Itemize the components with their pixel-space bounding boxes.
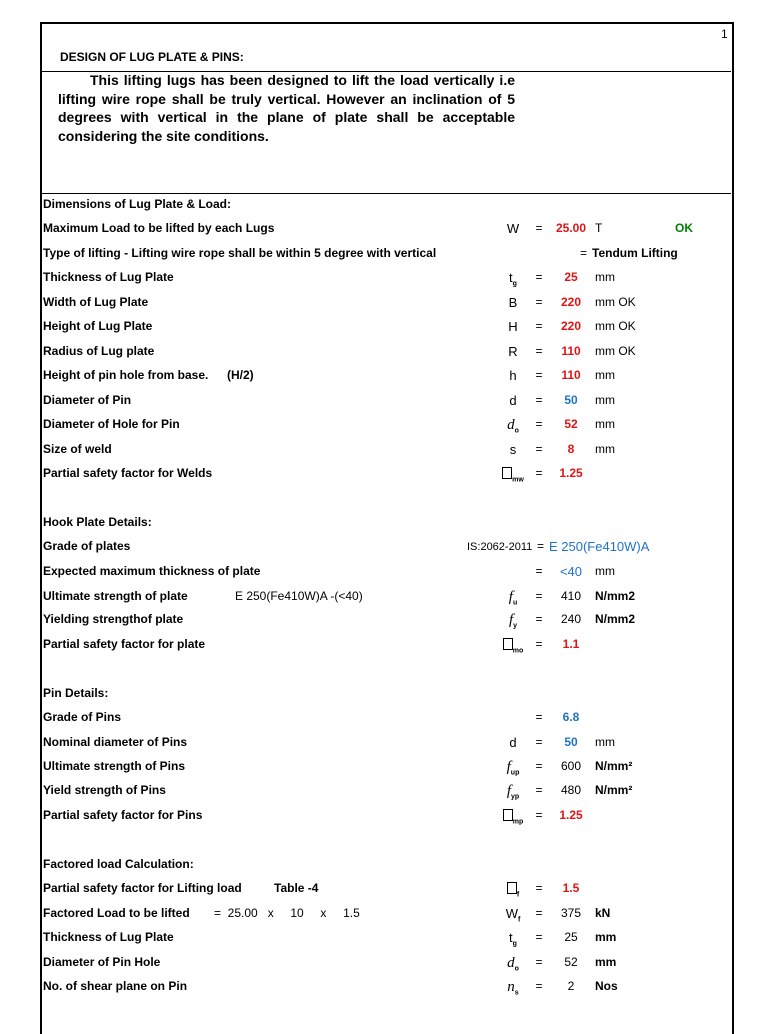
row-hole-diameter: Diameter of Hole for Pin $d_o$ = 52 mm [43,417,615,435]
section-heading: Dimensions of Lug Plate & Load: [43,197,232,211]
calc-expression: = 25.00 x 10 x 1.5 [214,906,360,920]
row-value: E 250(Fe410W)A [549,539,650,554]
row-max-thickness: Expected maximum thickness of plate = <40 mm [43,564,615,579]
gamma-glyph-icon [503,809,513,821]
row-lifting-psf: Partial safety factor for Lifting load Table -4 $_f$ = 1.5 [43,881,580,899]
intro-paragraph: This lifting lugs has been designed to lift the load vertically i.e lifting wire rope shall be truly vertical. However an inclination of 5 degrees with vertical in the plane of plate shall be acceptable considering the site conditions. [58,72,515,144]
row-pin-ultimate: Ultimate strength of Pins $f_{up}$ = 600 N/mm² [43,759,633,777]
row-factored-thickness: Thickness of Lug Plate $t_g$ = 25 mm [43,930,617,948]
section-heading: Hook Plate Details: [43,515,152,529]
gamma-glyph-icon [503,638,513,650]
row-value: 25.00 [555,221,587,235]
row-width: Width of Lug Plate B = 220 mm OK [43,295,636,310]
row-plate-psf: Partial safety factor for plate $_{mo}$ = 1.1 [43,637,580,655]
page-title: DESIGN OF LUG PLATE & PINS: [60,50,244,64]
row-unit: T [595,221,603,235]
row-max-load: Maximum Load to be lifted by each Lugs W = 25.00 T OK [43,221,693,236]
page-number: 1 [721,27,728,41]
row-pin-psf: Partial safety factor for Pins $_{mp}$ = 1.25 [43,808,583,826]
row-pin-grade: Grade of Pins = 6.8 [43,710,580,724]
row-pinhole-height: Height of pin hole from base. (H/2) h = 110 mm [43,368,615,383]
row-label: Type of lifting - Lifting wire rope shall be within 5 degree with vertical [43,246,437,260]
row-plate-yield: Yielding strengthof plate $f_y$ = 240 N/mm2 [43,612,636,630]
row-factored-hole: Diameter of Pin Hole $d_o$ = 52 mm [43,955,617,973]
row-shear-planes: No. of shear plane on Pin $n_s$ = 2 Nos [43,979,618,997]
row-label: Maximum Load to be lifted by each Lugs [43,221,275,235]
row-radius: Radius of Lug plate R = 110 mm OK [43,344,636,359]
row-lifting-type: Type of lifting - Lifting wire rope shall be within 5 degree with vertical = Tendum Lifting [43,246,678,260]
row-pin-diameter: Diameter of Pin d = 50 mm [43,393,615,408]
row-plate-grade: Grade of plates IS:2062-2011 = E 250(Fe410W)A [43,539,650,554]
gamma-glyph-icon [502,467,512,479]
row-pin-yield: Yield strength of Pins $f_{yp}$ = 480 N/mm² [43,783,633,801]
row-thickness: Thickness of Lug Plate $t_g$ = 25 mm [43,270,615,288]
gamma-glyph-icon [507,882,517,894]
ok-badge: OK [675,221,693,235]
section-heading: Factored load Calculation: [43,857,194,871]
row-symbol: W [506,221,520,236]
row-value: Tendum Lifting [592,246,678,260]
row-weld-psf: Partial safety factor for Welds $_{mw}$ = 1.25 [43,466,583,484]
row-weld-size: Size of weld s = 8 mm [43,442,615,457]
row-pin-nominal-dia: Nominal diameter of Pins d = 50 mm [43,735,615,750]
row-height: Height of Lug Plate H = 220 mm OK [43,319,636,334]
code-reference: IS:2062-2011 [467,541,533,553]
section-heading: Pin Details: [43,686,109,700]
divider [41,193,731,194]
row-plate-ultimate: Ultimate strength of plate E 250(Fe410W)A -(<40) $f_u$ = 410 N/mm2 [43,589,636,607]
row-factored-load: Factored Load to be lifted = 25.00 x 10 x 1.5 $W_f$ = 375 kN [43,906,611,924]
